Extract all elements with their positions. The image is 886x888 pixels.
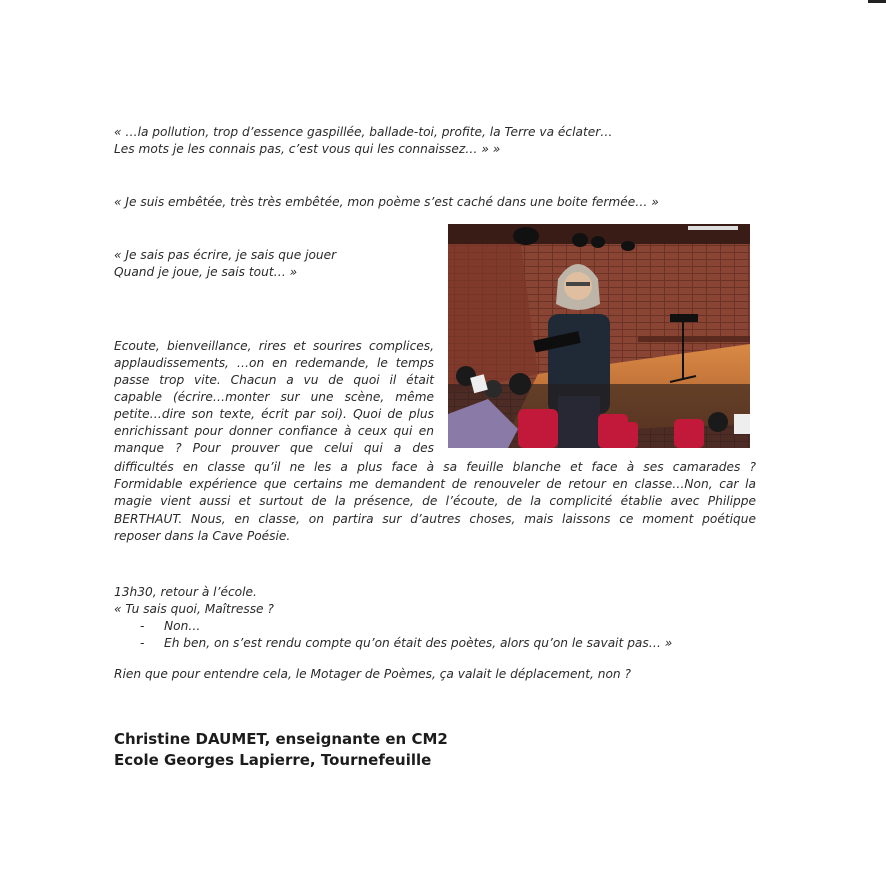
scan-corner-mark <box>868 0 886 3</box>
quote-pollution <box>114 124 612 157</box>
paragraph-line-6: enrichissant pour donner confiance à ceux qui en <box>114 424 434 438</box>
paragraph-line-11: BERTHAUT. Nous, en classe, on partira sur d’autres choses, mais laissons ce moment poétique <box>114 512 756 526</box>
paragraph-line-3: passe trop vite. Chacun a vu de quoi il était <box>114 373 434 387</box>
quote-pollution-line2: Les mots je les connais pas, c’est vous qui les connaissez… » » <box>114 141 501 156</box>
quote-jouer-line1: « Je sais pas écrire, je sais que jouer <box>114 248 337 262</box>
paragraph-line-5: petite…dire son texte, écrit par soi). Quoi de plus <box>114 407 434 421</box>
paragraph-line-4: capable (écrire…monter sur une scène, même <box>114 390 434 404</box>
paragraph-line-2: applaudissements, …on en redemande, le temps <box>114 356 434 370</box>
paragraph-line-8: difficultés en classe qu’il ne les a plus face à sa feuille blanche et face à ses camarades ? <box>114 460 756 474</box>
dialog-dash-1: - <box>140 619 145 633</box>
dialog-reply-2: Eh ben, on s’est rendu compte qu’on était des poètes, alors qu’on le savait pas… » <box>164 636 673 650</box>
dialog-reply-1: Non… <box>164 619 201 633</box>
paragraph-line-1: Ecoute, bienveillance, rires et sourires complices, <box>114 339 434 353</box>
photo-poet-reading-on-stage <box>448 224 750 448</box>
dialog-dash-2: - <box>140 636 145 650</box>
paragraph-line-7: manque ? Pour prouver que celui qui a des <box>114 441 434 455</box>
signature-school: Ecole Georges Lapierre, Tournefeuille <box>114 751 432 769</box>
signature-author: Christine DAUMET, enseignante en CM2 <box>114 730 448 748</box>
paragraph-line-12: reposer dans la Cave Poésie. <box>114 529 291 543</box>
dialog-time: 13h30, retour à l’école. <box>114 585 257 599</box>
closing-sentence: Rien que pour entendre cela, le Motager de Poèmes, ça valait le déplacement, non ? <box>114 667 631 681</box>
quote-pollution-line1: « …la pollution, trop d’essence gaspillée, ballade-toi, profite, la Terre va éclater… <box>114 125 613 139</box>
dialog-question: « Tu sais quoi, Maîtresse ? <box>114 602 274 616</box>
quote-embetee: « Je suis embêtée, très très embêtée, mon poème s’est caché dans une boite fermée… » <box>114 195 659 209</box>
quote-jouer <box>114 247 336 280</box>
paragraph-line-9: Formidable expérience que certains me demandent de renouveler de retour en classe…Non, car la <box>114 477 756 491</box>
quote-jouer-line2: Quand je joue, je sais tout… » <box>114 264 298 279</box>
paragraph-line-10: magie vient aussi et surtout de la présence, de l’écoute, de la complicité établie avec Philippe <box>114 494 756 508</box>
